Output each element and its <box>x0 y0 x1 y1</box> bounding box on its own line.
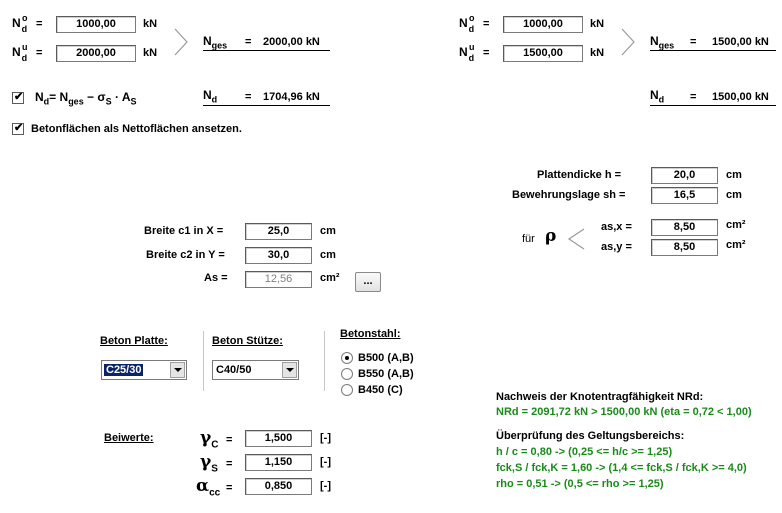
chevron-down-icon[interactable] <box>282 362 297 378</box>
check-line-3: rho = 0,51 -> (0,5 <= rho >= 1,25) <box>496 478 664 490</box>
c2-unit: cm <box>320 249 336 261</box>
steel-radio-b550[interactable] <box>341 368 353 380</box>
beton-platte-label: Beton Platte: <box>100 335 168 347</box>
beton-stuetze-value: C40/50 <box>216 364 252 376</box>
asx-label: as,x = <box>601 221 632 233</box>
asy-input[interactable] <box>651 239 718 256</box>
nd-top-input[interactable] <box>56 16 136 33</box>
gamma-s-unit: [-] <box>320 456 331 468</box>
asy-unit: cm² <box>726 239 746 251</box>
chevron-left-icon <box>566 227 586 251</box>
alpha-cc-symbol: $\alpha_{cc}$ <box>196 476 221 499</box>
alpha-cc-unit: [-] <box>320 480 331 492</box>
eq-sign: = <box>226 458 233 470</box>
netto-label: Betonflächen als Nettoflächen ansetzen. <box>31 123 242 135</box>
beton-platte-select[interactable] <box>101 360 187 380</box>
steel-option-label: B500 (A,B) <box>358 352 414 364</box>
divider <box>203 331 204 391</box>
nd-result-value-right: 1500,00 kN <box>712 91 769 103</box>
layer-input[interactable] <box>651 187 718 204</box>
c1-input[interactable] <box>245 223 312 240</box>
factors-label: Beiwerte: <box>104 432 154 444</box>
thickness-label: Plattendicke h = <box>537 169 622 181</box>
nd-result-row: $N_d$ = 1704,96 kN <box>203 88 330 106</box>
steel-radio-b500[interactable] <box>341 352 353 364</box>
beton-stuetze-select[interactable] <box>212 360 299 380</box>
asx-unit: cm² <box>726 219 746 231</box>
eq-sign: = <box>36 18 43 30</box>
asx-input[interactable] <box>651 219 718 236</box>
nd-result-value: 1704,96 kN <box>263 91 320 103</box>
as-unit: cm² <box>320 272 340 284</box>
nd-top-symbol-right: $N_d$ o <box>459 13 475 35</box>
nachweis-title: Nachweis der Knotentragfähigkeit NRd: <box>496 391 704 403</box>
nd-top-symbol: $N_d$ o <box>12 13 28 35</box>
gamma-s-symbol: $\gamma_S$ <box>200 452 218 475</box>
c1-label: Breite c1 in X = <box>144 225 224 237</box>
chevron-down-icon[interactable] <box>170 362 185 378</box>
nd-top-input-right[interactable] <box>503 16 583 33</box>
steel-option-label: B450 (C) <box>358 384 403 396</box>
steel-option-label: B550 (A,B) <box>358 368 414 380</box>
asy-label: as,y = <box>601 241 632 253</box>
nd-bottom-symbol: $N_d$ u <box>12 42 28 64</box>
chevron-right-icon <box>173 27 189 57</box>
eq-sign: = <box>226 482 233 494</box>
divider <box>324 331 325 391</box>
chevron-right-icon <box>620 27 636 57</box>
unit-label: kN <box>590 47 605 59</box>
unit-label: kN <box>590 18 605 30</box>
betonstahl-label: Betonstahl: <box>340 328 401 340</box>
eq-sign: = <box>483 18 490 30</box>
for-label: für <box>522 233 535 245</box>
nges-result-row: $N_{ges}$ = 2000,00 kN <box>203 34 330 51</box>
check-title: Überprüfung des Geltungsbereichs: <box>496 430 685 442</box>
check-line-1: h / c = 0,80 -> (0,25 <= h/c >= 1,25) <box>496 446 673 458</box>
unit-label: kN <box>143 47 158 59</box>
gamma-c-symbol: $\gamma_C$ <box>200 428 219 451</box>
thickness-unit: cm <box>726 169 742 181</box>
nd-formula: $N_d= N_{ges} - \sigma_S \cdot A_S$ <box>35 90 137 107</box>
gamma-c-input[interactable] <box>245 430 312 447</box>
nachweis-line: NRd = 2091,72 kN > 1500,00 kN (eta = 0,72 < 1,00) <box>496 406 752 418</box>
as-details-button[interactable]: ... <box>355 272 381 292</box>
thickness-input[interactable] <box>651 167 718 184</box>
c2-label: Breite c2 in Y = <box>146 249 225 261</box>
c2-input[interactable] <box>245 247 312 264</box>
nd-bottom-input-right[interactable] <box>503 45 583 62</box>
eq-sign: = <box>483 47 490 59</box>
nges-value-right: 1500,00 kN <box>712 36 769 48</box>
unit-label: kN <box>143 18 158 30</box>
layer-unit: cm <box>726 189 742 201</box>
layer-label: Bewehrungslage sh = <box>512 189 626 201</box>
nd-result-row-right: $N_d$ = 1500,00 kN <box>650 88 776 106</box>
eq-sign: = <box>226 434 233 446</box>
beton-platte-value: C25/30 <box>106 364 142 376</box>
gamma-c-unit: [-] <box>320 432 331 444</box>
nges-value: 2000,00 kN <box>263 36 320 48</box>
steel-radio-b450[interactable] <box>341 384 353 396</box>
nd-bottom-input[interactable] <box>56 45 136 62</box>
alpha-cc-input[interactable] <box>245 478 312 495</box>
beton-stuetze-label: Beton Stütze: <box>212 335 283 347</box>
reduce-nd-checkbox[interactable] <box>12 92 24 104</box>
as-label: As = <box>204 272 228 284</box>
netto-checkbox[interactable] <box>12 123 24 135</box>
check-line-2: fck,S / fck,K = 1,60 -> (1,4 <= fck,S / fck,K >= 4,0) <box>496 462 747 474</box>
rho-symbol: ρ <box>545 226 557 246</box>
nd-bottom-symbol-right: $N_d$ u <box>459 42 475 64</box>
nges-result-row-right: $N_{ges}$ = 1500,00 kN <box>650 34 776 51</box>
as-input <box>245 271 312 288</box>
eq-sign: = <box>36 47 43 59</box>
c1-unit: cm <box>320 225 336 237</box>
gamma-s-input[interactable] <box>245 454 312 471</box>
